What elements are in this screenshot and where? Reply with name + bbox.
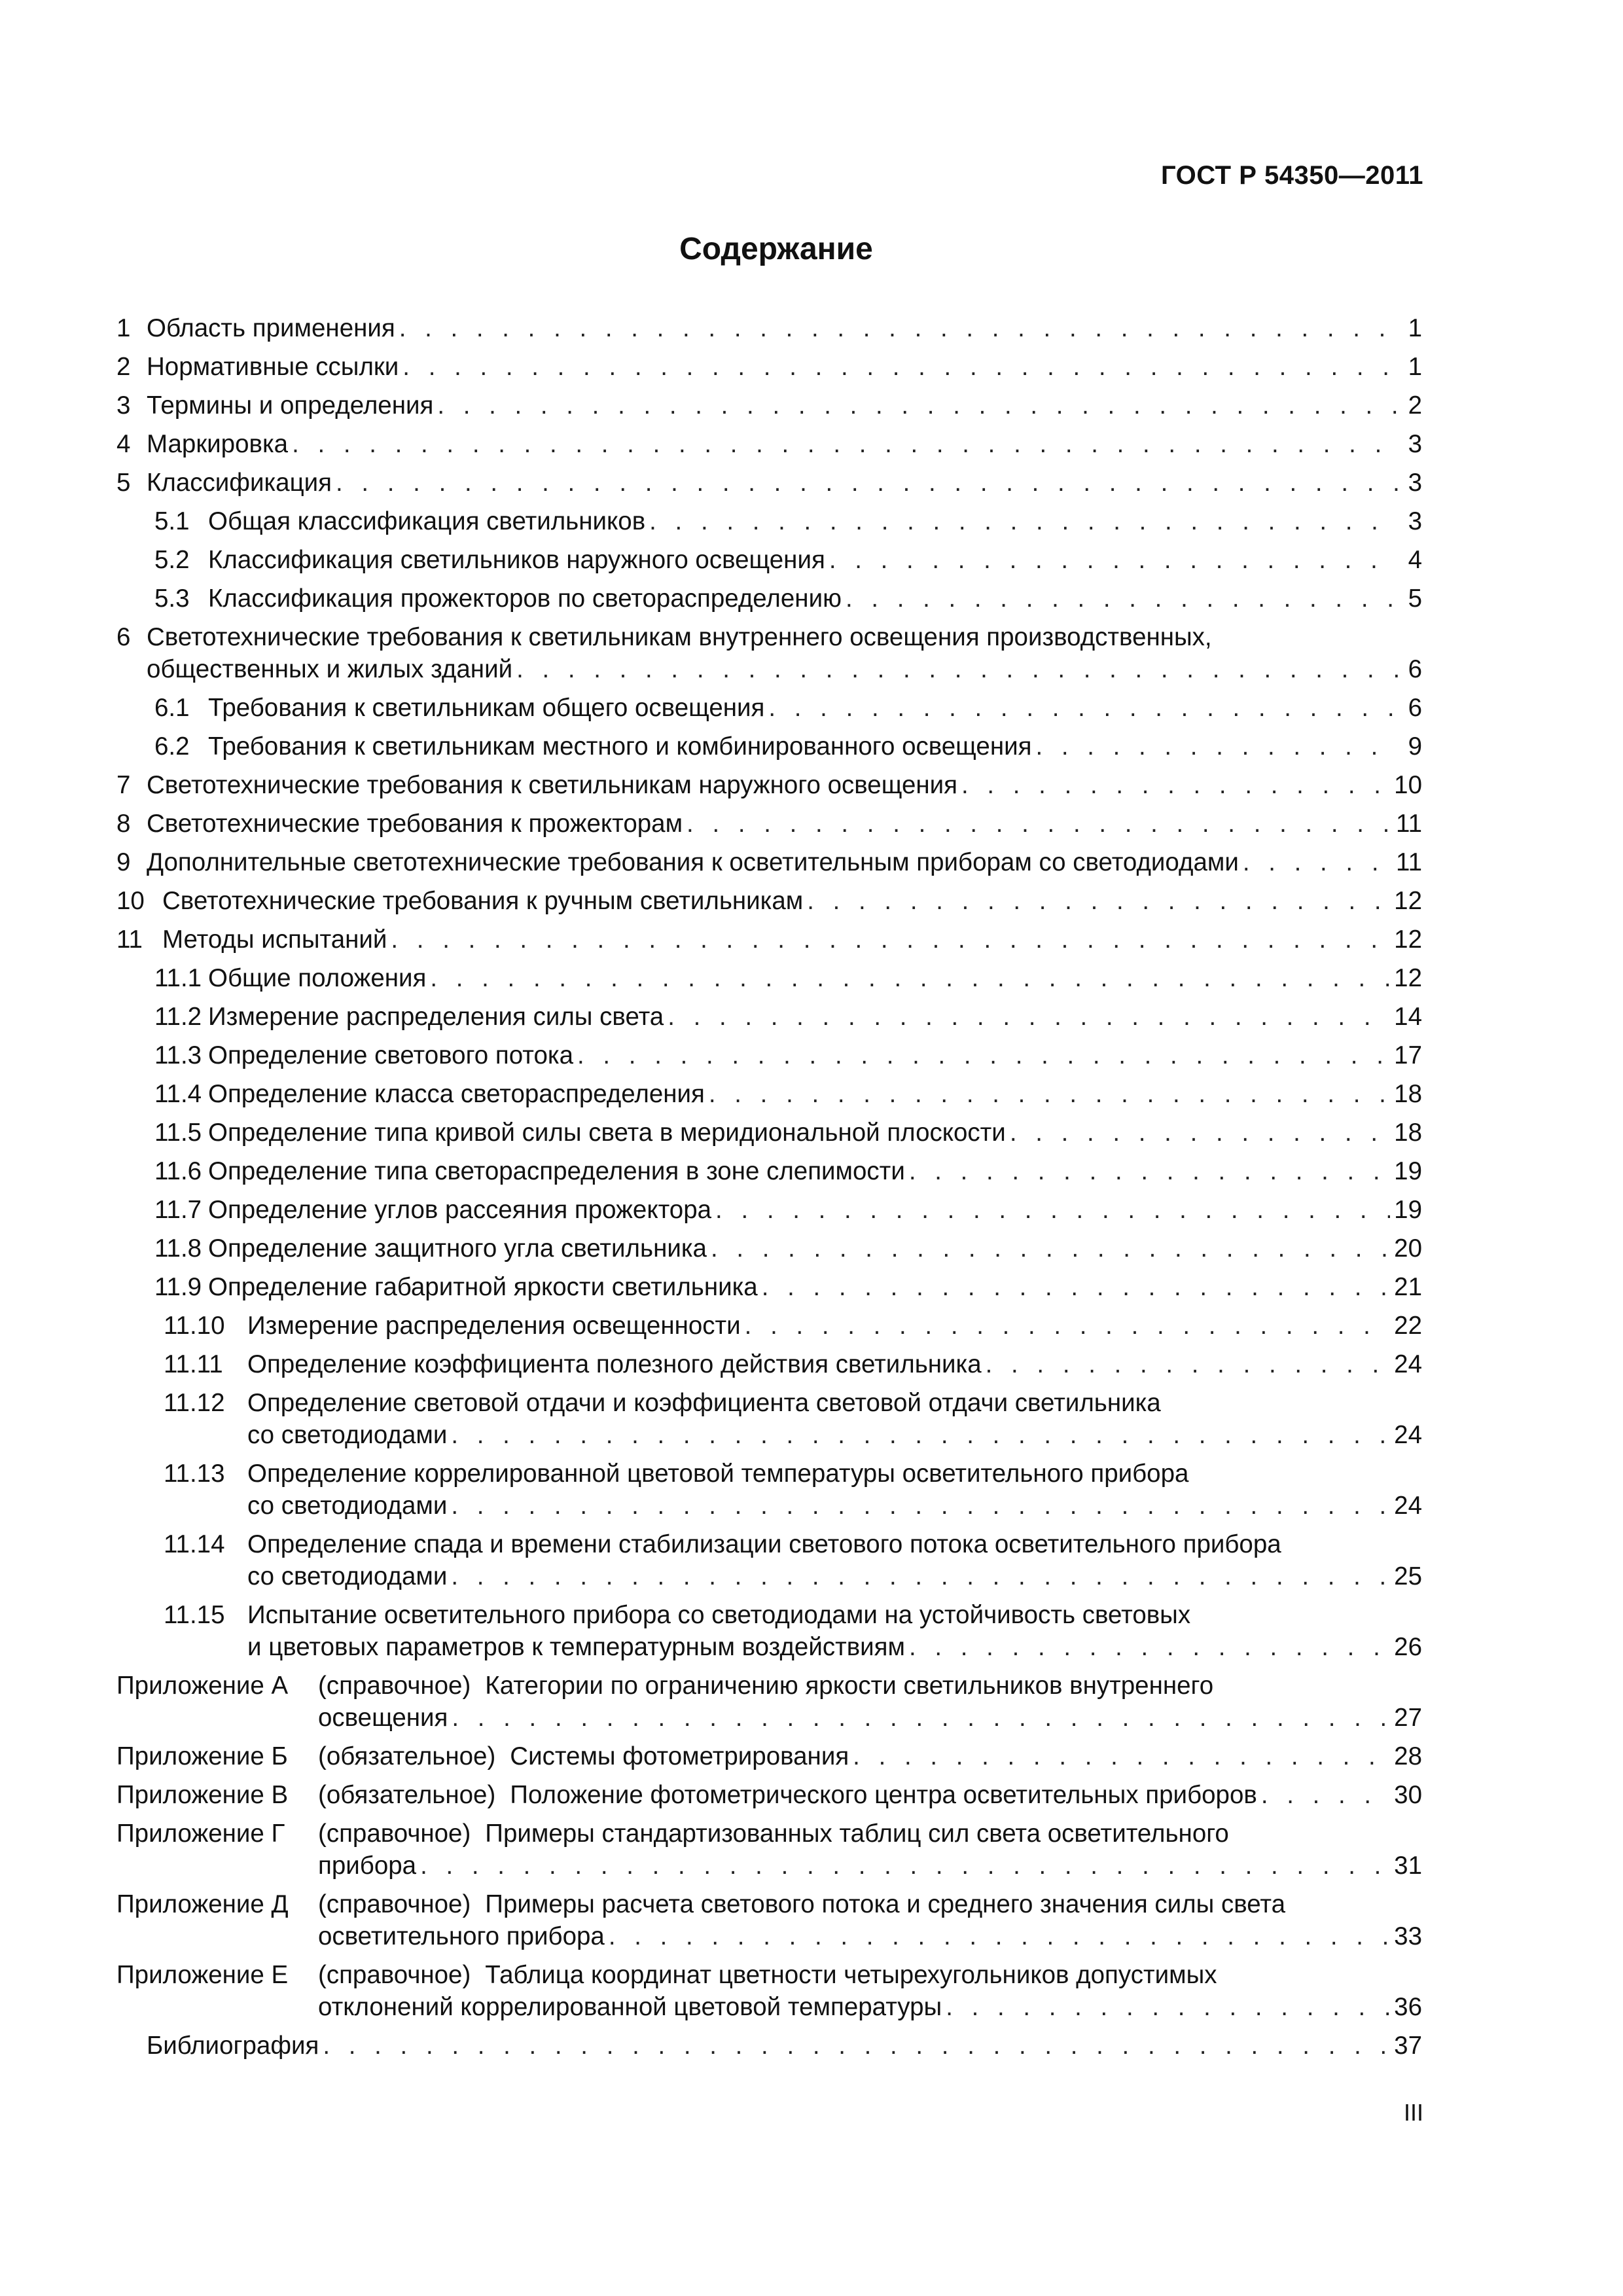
entry-page-number: 9	[1408, 732, 1422, 761]
entry-title: Определение углов рассеяния прожектора	[208, 1196, 712, 1224]
toc-entry[interactable]	[116, 962, 1422, 994]
appendix-status: (справочное)	[318, 1961, 471, 1989]
entry-page-number: 5	[1408, 584, 1422, 613]
dot-leader	[687, 808, 1392, 840]
dot-leader	[829, 544, 1399, 576]
entry-page-number: 6	[1408, 694, 1422, 722]
toc-entry[interactable]	[116, 1232, 1422, 1265]
dot-leader	[420, 1850, 1390, 1882]
entry-page-number: 3	[1408, 469, 1422, 497]
entry-title: Измерение распределения силы света	[208, 1003, 664, 1031]
section-number: 11.7	[154, 1196, 202, 1224]
entry-title: осветительного прибора	[318, 1922, 605, 1950]
toc-entry[interactable]	[116, 885, 1422, 917]
toc-entry[interactable]	[116, 1155, 1422, 1187]
section-number: 11.9	[154, 1273, 202, 1301]
entry-page-number: 24	[1394, 1492, 1422, 1520]
entry-title: Определение типа светораспределения в зоне слепимости	[208, 1157, 905, 1185]
section-number: 10	[116, 887, 145, 915]
appendix-label: Приложение Б	[116, 1742, 288, 1770]
entry-page-number: 12	[1394, 925, 1422, 954]
entry-title: и цветовых параметров к температурным воздействиям	[247, 1633, 905, 1661]
dot-leader	[762, 1271, 1390, 1303]
dot-leader	[986, 1348, 1391, 1380]
entry-page-number: 1	[1408, 353, 1422, 381]
entry-title: Определение спада и времени стабилизации светового потока осветительного прибора	[247, 1530, 1281, 1558]
dot-leader	[709, 1078, 1390, 1110]
section-number: 6	[116, 623, 131, 651]
toc-entry[interactable]	[116, 1310, 1422, 1342]
toc-entry[interactable]	[116, 1271, 1422, 1303]
dot-leader	[715, 1194, 1390, 1226]
entry-title: Классификация светильников наружного освещения	[208, 546, 825, 574]
entry-title: Примеры расчета светового потока и среднего значения силы света	[485, 1890, 1286, 1918]
section-number: 11.11	[164, 1350, 223, 1378]
entry-page-number: 11	[1396, 848, 1422, 876]
entry-title: со светодиодами	[247, 1421, 448, 1449]
entry-page-number: 14	[1394, 1003, 1422, 1031]
entry-title: Светотехнические требования к светильникам внутреннего освещения производственных,	[147, 623, 1212, 651]
entry-title: Определение класса светораспределения	[208, 1080, 705, 1108]
toc-entry[interactable]	[116, 808, 1422, 840]
section-number: 11.8	[154, 1234, 202, 1263]
entry-page-number: 28	[1394, 1742, 1422, 1770]
entry-title: Измерение распределения освещенности	[247, 1312, 741, 1340]
dot-leader	[452, 1702, 1390, 1734]
dot-leader	[668, 1001, 1390, 1033]
dot-leader	[451, 1419, 1390, 1451]
toc-entry[interactable]	[116, 583, 1422, 615]
entry-title: Испытание осветительного прибора со светодиодами на устойчивость световых	[247, 1601, 1191, 1629]
entry-title: Общие положения	[208, 964, 427, 992]
entry-page-number: 2	[1408, 391, 1422, 420]
toc-entry[interactable]	[116, 351, 1422, 383]
entry-page-number: 17	[1394, 1041, 1422, 1069]
entry-page-number: 3	[1408, 507, 1422, 535]
dot-leader	[1035, 730, 1399, 762]
toc-entry[interactable]	[116, 312, 1422, 344]
toc-entry[interactable]	[116, 621, 1422, 685]
section-number: 11.3	[154, 1041, 202, 1069]
toc-entry[interactable]	[116, 1888, 1422, 1952]
toc-entry[interactable]	[116, 1117, 1422, 1149]
dot-leader	[402, 351, 1399, 383]
dot-leader	[516, 653, 1399, 685]
toc-entry[interactable]	[116, 846, 1422, 878]
entry-title: общественных и жилых зданий	[147, 655, 513, 683]
entry-title: Методы испытаний	[162, 925, 387, 954]
toc-entry[interactable]	[116, 1458, 1422, 1522]
entry-page-number: 20	[1394, 1234, 1422, 1263]
dot-leader	[961, 769, 1390, 801]
toc-entry[interactable]	[116, 544, 1422, 576]
dot-leader	[1010, 1117, 1390, 1149]
toc-entry[interactable]	[116, 1039, 1422, 1071]
entry-title: прибора	[318, 1852, 417, 1880]
entry-title: со светодиодами	[247, 1492, 448, 1520]
section-number: 11.15	[164, 1601, 225, 1629]
dot-leader	[430, 962, 1390, 994]
dot-leader	[451, 1560, 1390, 1592]
entry-page-number: 24	[1394, 1350, 1422, 1378]
section-number: 3	[116, 391, 131, 420]
entry-title: со светодиодами	[247, 1562, 448, 1590]
section-number: 6.1	[154, 694, 190, 722]
section-number: 5.2	[154, 546, 190, 574]
section-number: 8	[116, 810, 131, 838]
section-number: 11.14	[164, 1530, 225, 1558]
entry-title: освещения	[318, 1704, 448, 1732]
section-number: 11.1	[154, 964, 202, 992]
entry-title: Определение защитного угла светильника	[208, 1234, 707, 1263]
appendix-label: Приложение Д	[116, 1890, 289, 1918]
section-number: 5.3	[154, 584, 190, 613]
section-number: 11.6	[154, 1157, 202, 1185]
entry-title: Категории по ограничению яркости светильников внутреннего	[485, 1672, 1214, 1700]
toc-entry[interactable]	[116, 389, 1422, 422]
section-number: 2	[116, 353, 131, 381]
section-number: 11.2	[154, 1003, 202, 1031]
entry-page-number: 36	[1394, 1993, 1422, 2021]
entry-title: Классификация прожекторов по светораспределению	[208, 584, 842, 613]
entry-page-number: 1	[1408, 314, 1422, 342]
appendix-status: (справочное)	[318, 1672, 471, 1700]
dot-leader	[336, 467, 1399, 499]
toc-entry[interactable]	[116, 2030, 1422, 2062]
dot-leader	[853, 1740, 1390, 1772]
entry-title: Библиография	[147, 2032, 319, 2060]
entry-title: Область применения	[147, 314, 395, 342]
entry-page-number: 26	[1394, 1633, 1422, 1661]
toc-entry[interactable]	[116, 1001, 1422, 1033]
entry-page-number: 30	[1394, 1781, 1422, 1809]
toc-entry[interactable]	[116, 428, 1422, 460]
entry-title: Нормативные ссылки	[147, 353, 399, 381]
entry-page-number: 24	[1394, 1421, 1422, 1449]
entry-page-number: 10	[1394, 771, 1422, 799]
entry-title: отклонений коррелированной цветовой температуры	[318, 1993, 942, 2021]
dot-leader	[1261, 1779, 1390, 1811]
entry-page-number: 18	[1394, 1119, 1422, 1147]
section-number: 9	[116, 848, 131, 876]
entry-title: Определение коэффициента полезного действия светильника	[247, 1350, 982, 1378]
section-number: 1	[116, 314, 131, 342]
appendix-status: (обязательное)	[318, 1781, 496, 1809]
entry-page-number: 27	[1394, 1704, 1422, 1732]
entry-title: Общая классификация светильников	[208, 507, 646, 535]
toc-entry[interactable]	[116, 730, 1422, 762]
dot-leader	[1243, 846, 1392, 878]
section-number: 6.2	[154, 732, 190, 761]
dot-leader	[909, 1155, 1390, 1187]
entry-title: Определение световой отдачи и коэффициента световой отдачи светильника	[247, 1389, 1161, 1417]
dot-leader	[711, 1232, 1390, 1265]
section-number: 5.1	[154, 507, 190, 535]
toc-entry[interactable]	[116, 692, 1422, 724]
section-number: 11.5	[154, 1119, 202, 1147]
entry-title: Определение габаритной яркости светильника	[208, 1273, 758, 1301]
entry-title: Светотехнические требования к прожекторам	[147, 810, 683, 838]
toc-entry[interactable]	[116, 1528, 1422, 1592]
toc-entry[interactable]	[116, 1078, 1422, 1110]
entry-title: Положение фотометрического центра осветительных приборов	[510, 1781, 1257, 1809]
entry-page-number: 12	[1394, 887, 1422, 915]
entry-title: Маркировка	[147, 430, 289, 458]
entry-title: Светотехнические требования к светильникам наружного освещения	[147, 771, 957, 799]
dot-leader	[391, 924, 1390, 956]
toc-entry[interactable]	[116, 505, 1422, 537]
toc-entry[interactable]	[116, 1599, 1422, 1663]
appendix-status: (справочное)	[318, 1890, 471, 1918]
entry-page-number: 19	[1394, 1157, 1422, 1185]
dot-leader	[609, 1920, 1390, 1952]
appendix-label: Приложение Е	[116, 1961, 289, 1989]
toc-entry[interactable]	[116, 1959, 1422, 2023]
entry-page-number: 19	[1394, 1196, 1422, 1224]
toc-entry[interactable]	[116, 1670, 1422, 1734]
dot-leader	[451, 1490, 1390, 1522]
page-number: III	[1403, 2099, 1423, 2126]
entry-page-number: 6	[1408, 655, 1422, 683]
section-number: 11.12	[164, 1389, 225, 1417]
dot-leader	[946, 1991, 1390, 2023]
entry-page-number: 22	[1394, 1312, 1422, 1340]
dot-leader	[292, 428, 1399, 460]
toc-entry[interactable]	[116, 924, 1422, 956]
toc-entry[interactable]	[116, 1779, 1422, 1811]
appendix-label: Приложение А	[116, 1672, 289, 1700]
section-number: 7	[116, 771, 131, 799]
dot-leader	[649, 505, 1399, 537]
entry-title: Светотехнические требования к ручным светильникам	[162, 887, 804, 915]
section-number: 11	[116, 925, 143, 954]
section-number: 11.4	[154, 1080, 202, 1108]
entry-title: Термины и определения	[147, 391, 434, 420]
dot-leader	[437, 389, 1399, 422]
entry-title: Определение коррелированной цветовой температуры осветительного прибора	[247, 1460, 1189, 1488]
entry-title: Требования к светильникам общего освещения	[208, 694, 765, 722]
entry-page-number: 18	[1394, 1080, 1422, 1108]
appendix-label: Приложение В	[116, 1781, 289, 1809]
appendix-status: (справочное)	[318, 1820, 471, 1848]
toc-entry[interactable]	[116, 1348, 1422, 1380]
entry-page-number: 31	[1394, 1852, 1422, 1880]
entry-title: Примеры стандартизованных таблиц сил света осветительного	[485, 1820, 1229, 1848]
entry-title: Системы фотометрирования	[510, 1742, 849, 1770]
entry-title: Определение типа кривой силы света в меридиональной плоскости	[208, 1119, 1006, 1147]
section-number: 11.13	[164, 1460, 225, 1488]
dot-leader	[323, 2030, 1390, 2062]
section-number: 5	[116, 469, 131, 497]
table-of-contents	[116, 312, 1422, 2062]
dot-leader	[807, 885, 1390, 917]
dot-leader	[768, 692, 1399, 724]
section-number: 4	[116, 430, 131, 458]
entry-title: Требования к светильникам местного и комбинированного освещения	[208, 732, 1032, 761]
page-title: Содержание	[679, 232, 873, 266]
entry-title: Дополнительные светотехнические требования к осветительным приборам со светодиодами	[147, 848, 1239, 876]
toc-entry[interactable]	[116, 1818, 1422, 1882]
document-code: ГОСТ Р 54350—2011	[1161, 161, 1423, 190]
entry-title: Таблица координат цветности четырехугольников допустимых	[485, 1961, 1217, 1989]
dot-leader	[745, 1310, 1391, 1342]
dot-leader	[399, 312, 1399, 344]
toc-entry[interactable]	[116, 769, 1422, 801]
entry-page-number: 11	[1396, 810, 1422, 838]
dot-leader	[846, 583, 1399, 615]
appendix-label: Приложение Г	[116, 1820, 285, 1848]
entry-page-number: 12	[1394, 964, 1422, 992]
toc-entry[interactable]	[116, 1740, 1422, 1772]
toc-entry[interactable]	[116, 467, 1422, 499]
entry-page-number: 4	[1408, 546, 1422, 574]
entry-page-number: 21	[1394, 1273, 1422, 1301]
entry-page-number: 25	[1394, 1562, 1422, 1590]
entry-page-number: 33	[1394, 1922, 1422, 1950]
toc-entry[interactable]	[116, 1387, 1422, 1451]
section-number: 11.10	[164, 1312, 225, 1340]
entry-page-number: 37	[1394, 2032, 1422, 2060]
dot-leader	[577, 1039, 1390, 1071]
appendix-status: (обязательное)	[318, 1742, 496, 1770]
entry-title: Классификация	[147, 469, 332, 497]
dot-leader	[909, 1631, 1390, 1663]
toc-entry[interactable]	[116, 1194, 1422, 1226]
entry-title: Определение светового потока	[208, 1041, 574, 1069]
entry-page-number: 3	[1408, 430, 1422, 458]
